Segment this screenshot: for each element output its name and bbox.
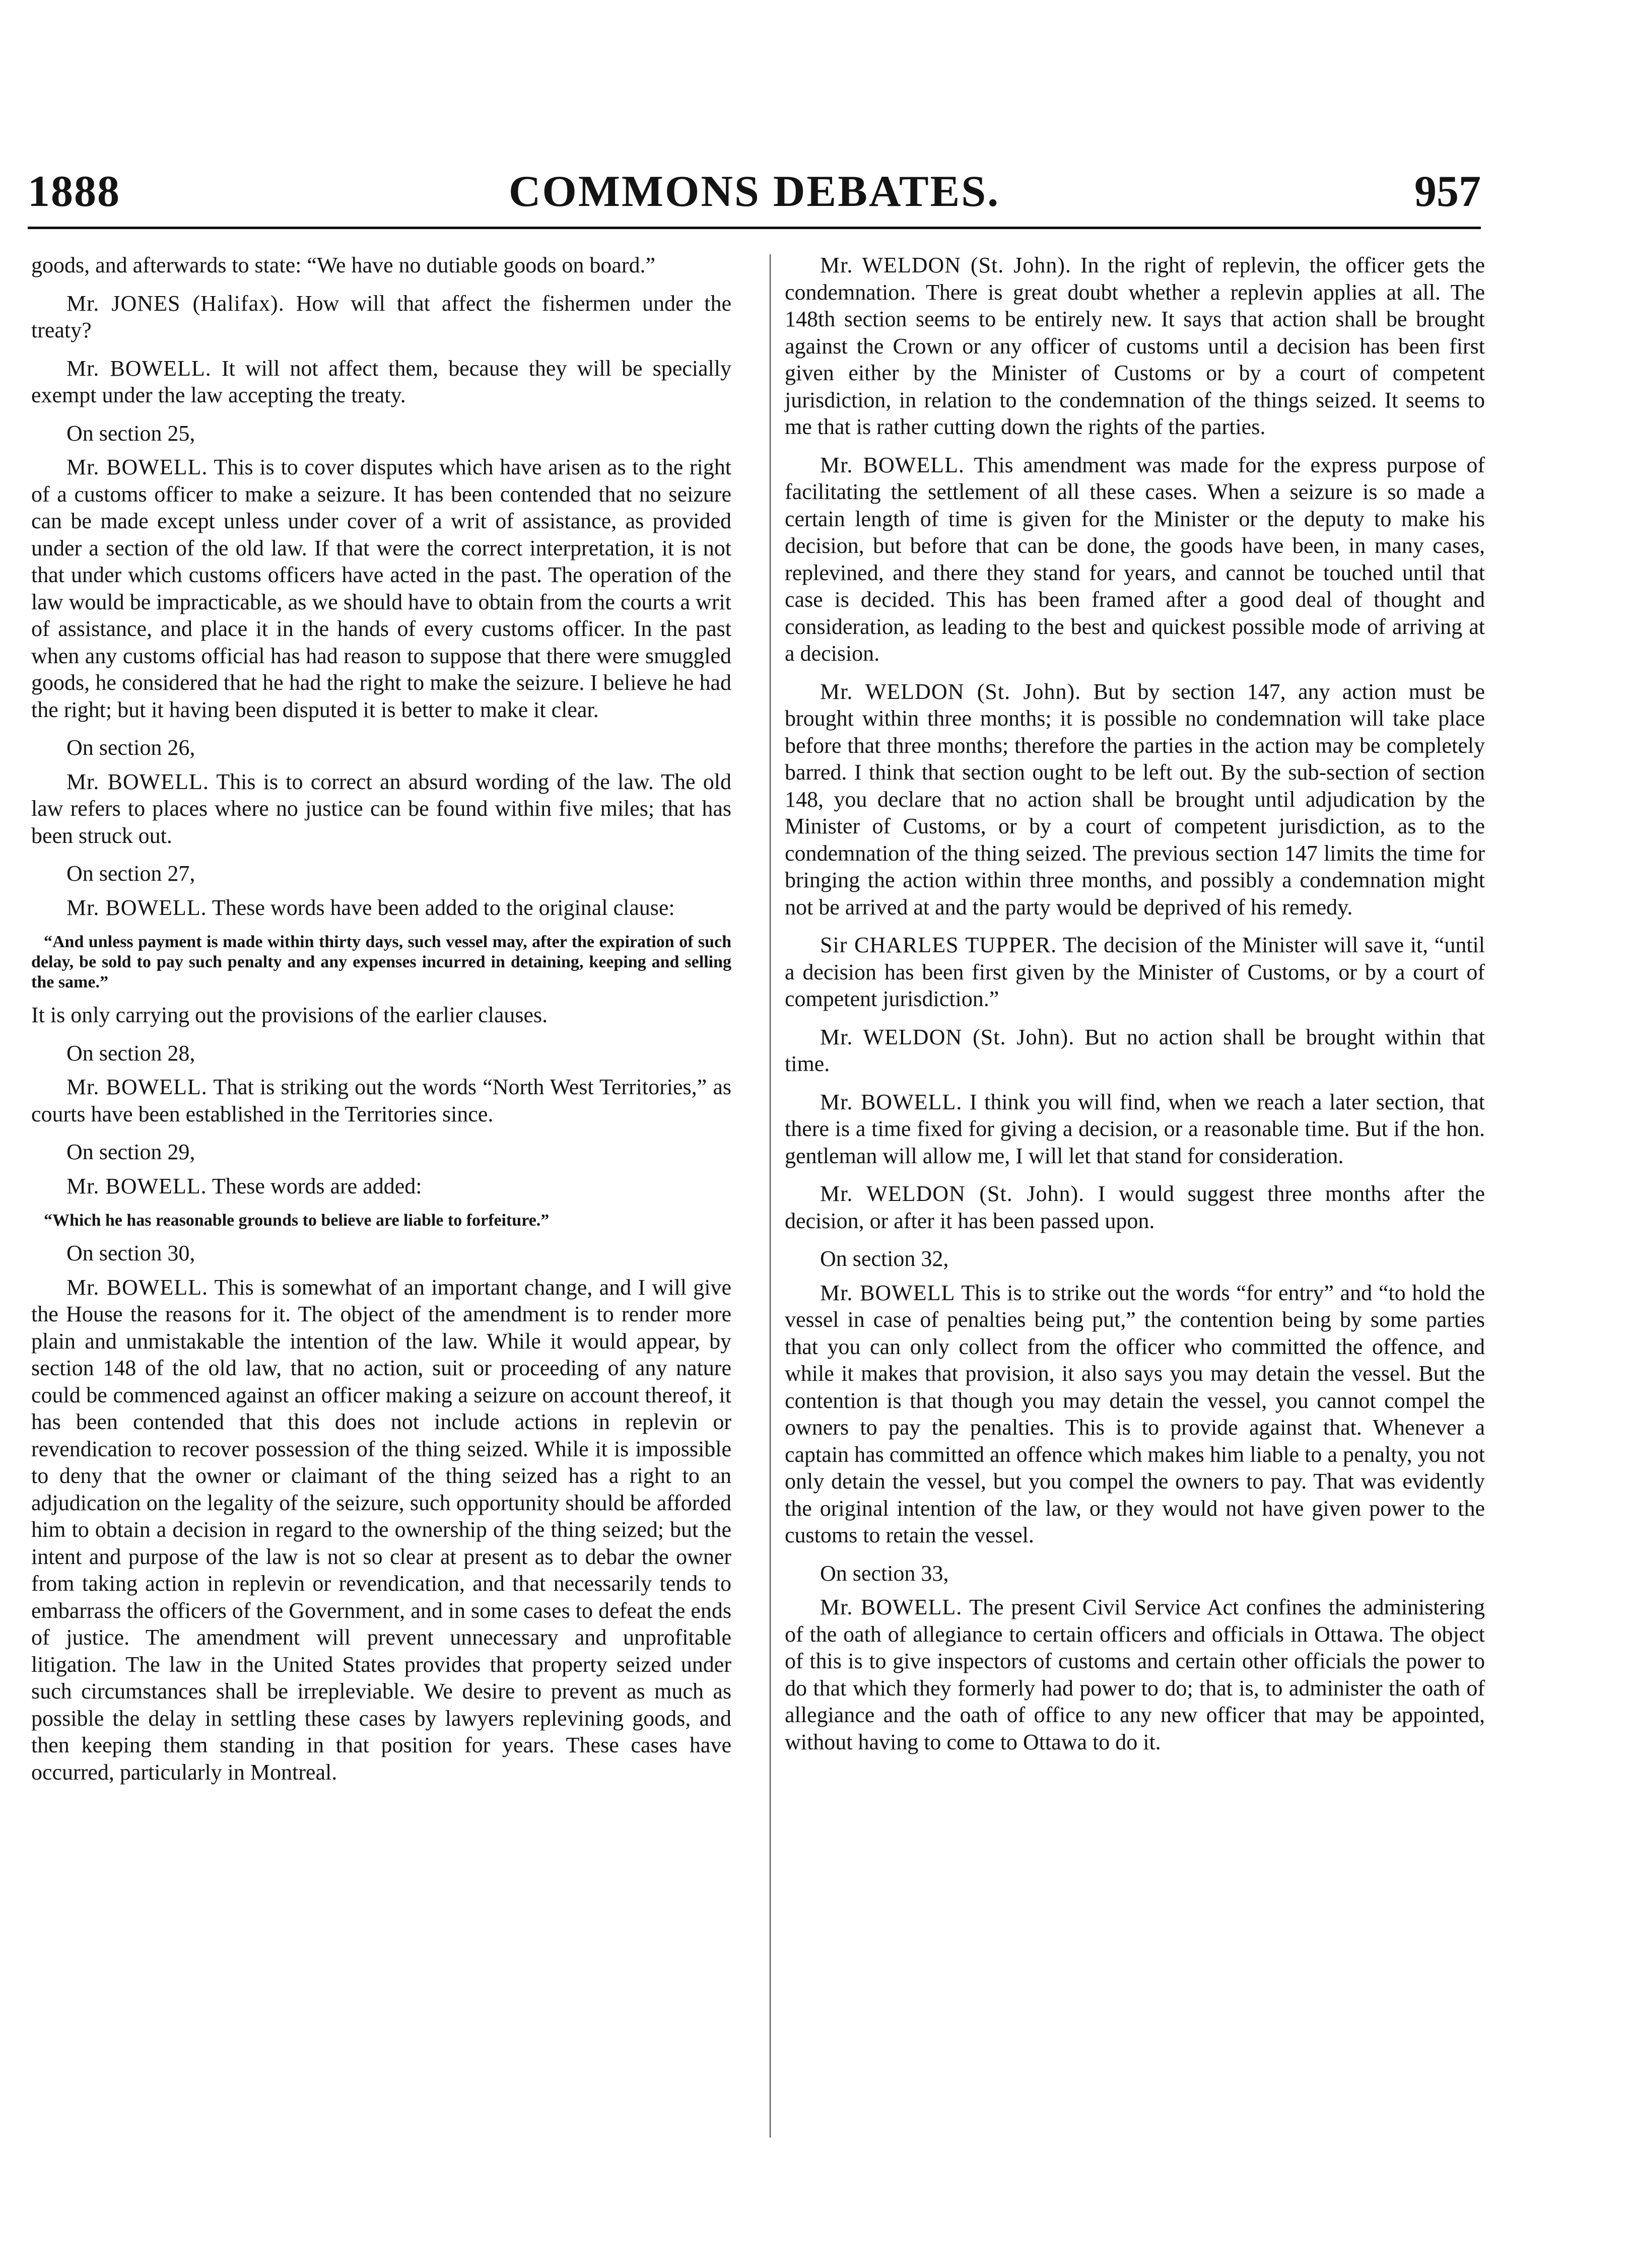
section-heading bbox=[31, 734, 731, 761]
speaker-name: Mr. BOWELL. bbox=[66, 1075, 208, 1099]
section-heading bbox=[31, 1139, 731, 1166]
speech-paragraph bbox=[785, 678, 1485, 921]
paragraph-text: On section 33, bbox=[820, 1561, 949, 1586]
header-page-number: 957 bbox=[1414, 167, 1481, 216]
speaker-name: Mr. BOWELL. bbox=[66, 356, 212, 381]
speech-paragraph bbox=[785, 1594, 1485, 1755]
paragraph-text: On section 29, bbox=[66, 1140, 195, 1164]
speaker-name: Mr. BOWELL. bbox=[66, 455, 208, 479]
paragraph-text: But by section 147, any action must be brought within three months; it is possible no condemnation will take place before that three months; therefore the parties in the action may be completely barred. I think that section ought to be left out. By the sub-section of section 148, you declare that no action shall be brought until adjudication by the Minister of Customs, or by a court of competent jurisdiction, as to the condemnation of the thing seized. The previous section 147 limits the time for bringing the action within three months, and possibly a condemnation might not be arrived at and the party would be deprived of his remedy. bbox=[785, 679, 1485, 919]
speaker-name: Mr. BOWELL bbox=[820, 1280, 956, 1305]
speech-paragraph bbox=[785, 1180, 1485, 1234]
speaker-name: Mr. BOWELL. bbox=[66, 895, 207, 920]
paragraph-text: “And unless payment is made within thirty days, such vessel may, after the expiration of such delay, be sold to pay such penalty and any expenses incurred in detaining, keeping and selling the same.” bbox=[31, 933, 731, 991]
speaker-name: Mr. BOWELL. bbox=[820, 452, 965, 477]
column-divider bbox=[770, 254, 771, 2138]
speaker-name: Mr. BOWELL. bbox=[66, 1274, 208, 1300]
paragraph-text: In the right of replevin, the officer gets the condemnation. There is great doubt whether a replevin applies at all. The 148th section seems to be entirely new. It says that action shall be brought against the Crown or any officer of customs until a decision has been first given either by the Minister of Customs or by a court of competent jurisdiction, in relation to the condemnation of the things seized. It seems to me that is rather cutting down the rights of the parties. bbox=[785, 253, 1485, 439]
speaker-name: Mr. WELDON (St. John). bbox=[820, 1024, 1075, 1049]
speech-paragraph bbox=[785, 252, 1485, 441]
section-heading bbox=[31, 1240, 731, 1267]
section-heading bbox=[31, 860, 731, 887]
section-heading bbox=[785, 1560, 1485, 1587]
paragraph-text: goods, and afterwards to state: “We have no dutiable goods on board.” bbox=[31, 253, 656, 277]
speaker-name: Mr. BOWELL. bbox=[820, 1089, 963, 1114]
paragraph-text: These words are added: bbox=[212, 1173, 422, 1198]
speech-paragraph bbox=[785, 1089, 1485, 1170]
paragraph-text: This is to cover disputes which have arisen as to the right of a customs officer to make a seizure. It has been contended that no seizure can be made except unless under cover of a writ of assistance, as provided under a section of the old law. If that were the correct interpretation, it is not that under which customs officers have acted in the past. The operation of the law would be impracticable, as we should have to obtain from the courts a writ of assistance, and place it in the hands of every customs officer. In the past when any customs official has had reason to suppose that there were smuggled goods, he considered that he had the right to make the seizure. I believe he had the right; but it having been disputed it is better to make it clear. bbox=[31, 455, 731, 722]
right-column bbox=[785, 252, 1485, 1766]
paragraph-text: On section 28, bbox=[66, 1040, 195, 1066]
paragraph-text: This is to correct an absurd wording of the law. The old law refers to places where no justice can be found within five miles; that has been struck out. bbox=[31, 769, 731, 848]
paragraph-text: This is to strike out the words “for entry” and “to hold the vessel in case of penalties being put,” the contention being by some parties that you can only collect from the officer who committed the offence, and while it makes that provision, it also says you may detain the vessel. But the contention is that though you may detain the vessel, you cannot compel the owners to pay the penalties. This is to provide against that. Whenever a captain has committed an offence which makes him liable to a penalty, you not only detain the vessel, but you compel the owners to pay. That was evidently the original intention of the law, or they would not have given power to the customs to retain the vessel. bbox=[785, 1280, 1485, 1547]
paragraph-text: It will not affect them, because they will be specially exempt under the law accepting the treaty. bbox=[31, 356, 732, 407]
paragraph-text: On section 30, bbox=[66, 1241, 195, 1265]
speech-paragraph bbox=[31, 290, 731, 344]
header-year: 1888 bbox=[28, 167, 120, 216]
speech-paragraph bbox=[31, 894, 731, 922]
header-title: COMMONS DEBATES. bbox=[508, 167, 1000, 216]
speaker-name: Mr. BOWELL. bbox=[820, 1595, 963, 1619]
paragraph-text: “Which he has reasonable grounds to believe are liable to forfeiture.” bbox=[44, 1211, 550, 1230]
paragraph-text: I would suggest three months after the decision, or after it has been passed upon. bbox=[785, 1181, 1485, 1233]
speaker-name: Mr. WELDON (St. John). bbox=[820, 679, 1081, 704]
speech-paragraph bbox=[785, 452, 1485, 667]
speech-paragraph bbox=[31, 768, 731, 849]
paragraph-text: On section 32, bbox=[820, 1246, 949, 1271]
speech-paragraph bbox=[31, 1274, 731, 1786]
speaker-name: Mr. BOWELL. bbox=[66, 769, 209, 794]
quoted-clause bbox=[31, 932, 731, 993]
quoted-clause bbox=[31, 1211, 731, 1231]
speaker-name: Mr. WELDON (St. John). bbox=[820, 1181, 1085, 1206]
paragraph-text: The present Civil Service Act confines the administering of the oath of allegiance to certain officers and officials in Ottawa. The object of this is to give inspectors of customs and certain other officials the power to do that which they formerly had power to do; that is, to administer the oath of allegiance and the oath of office to any new officer that may be appointed, without having to come to Ottawa to do it. bbox=[785, 1595, 1485, 1754]
speech-paragraph bbox=[785, 932, 1485, 1013]
paragraph-text: How will that affect the fishermen under the treaty? bbox=[31, 291, 731, 342]
left-column bbox=[31, 252, 731, 1797]
page-header bbox=[28, 166, 1481, 229]
paragraph-text: This amendment was made for the express purpose of facilitating the settlement of all these cases. When a seizure is so made a certain length of time is given for the Minister or the deputy to make his decision, but before that can be done, the goods have been, in many cases, replevined, and there they stand for years, and cannot be touched until that case is decided. This has been framed after a good deal of thought and consideration, as leading to the best and quickest possible mode of arriving at a decision. bbox=[785, 452, 1485, 666]
paragraph-text: I think you will find, when we reach a later section, that there is a time fixed for giving a decision, or a reasonable time. But if the hon. gentleman will allow me, I will let that stand for consideration. bbox=[785, 1089, 1485, 1168]
paragraph-text: It is only carrying out the provisions of the earlier clauses. bbox=[31, 1003, 548, 1027]
section-heading bbox=[31, 1040, 731, 1067]
speech-paragraph bbox=[785, 1024, 1485, 1078]
paragraph-text: That is striking out the words “North West Territories,” as courts have been established in the Territories since. bbox=[31, 1075, 731, 1126]
speech-paragraph bbox=[31, 454, 731, 723]
paragraph-text: On section 26, bbox=[66, 735, 195, 760]
speaker-name: Mr. WELDON (St. John). bbox=[820, 253, 1071, 277]
paragraph-text: But no action shall be brought within that time. bbox=[785, 1024, 1485, 1076]
paragraph bbox=[31, 1002, 731, 1029]
paragraph bbox=[31, 252, 731, 279]
paragraph-text: The decision of the Minister will save it, “until a decision has been first given by the Minister of Customs, or by a court of competent jurisdiction.” bbox=[785, 933, 1485, 1011]
speech-paragraph bbox=[31, 1074, 731, 1127]
speaker-name: Sir CHARLES TUPPER. bbox=[820, 933, 1057, 957]
section-heading bbox=[785, 1245, 1485, 1272]
paragraph-text: These words have been added to the original clause: bbox=[212, 895, 675, 920]
paragraph-text: On section 25, bbox=[66, 420, 195, 446]
paragraph-text: This is somewhat of an important change, and I will give the House the reasons for it. The object of the amendment is to render more plain and unmistakable the intention of the law. While it would appear, by section 148 of the old law, that no action, suit or proceeding of any nature could be commenced against an officer making a seizure on account thereof, it has been contended that this does not include actions in replevin or revendication to recover possession of the thing seized. While it is impossible to deny that the owner or claimant of the thing seized has a right to an adjudication on the legality of the seizure, such opportunity should be afforded him to obtain a decision in regard to the ownership of the thing seized; but the intent and purpose of the law is not so clear at present as to debar the owner from taking action in replevin or revendication, and that necessarily tends to embarrass the officers of the Government, and in some cases to defeat the ends of justice. The amendment will prevent unnecessary and unprofitable litigation. The law in the United States provides that property seized under such circumstances shall be irrepleviable. We desire to prevent as much as possible the delay in settling these cases by lawyers replevining goods, and then keeping them standing in that position for years. These cases have occurred, particularly in Montreal. bbox=[31, 1274, 731, 1785]
section-heading bbox=[31, 420, 731, 447]
paragraph-text: On section 27, bbox=[66, 861, 195, 886]
speech-paragraph bbox=[31, 355, 731, 409]
speaker-name: Mr. JONES (Halifax). bbox=[66, 291, 285, 316]
speaker-name: Mr. BOWELL. bbox=[66, 1173, 207, 1198]
speech-paragraph bbox=[31, 1173, 731, 1200]
speech-paragraph bbox=[785, 1280, 1485, 1549]
